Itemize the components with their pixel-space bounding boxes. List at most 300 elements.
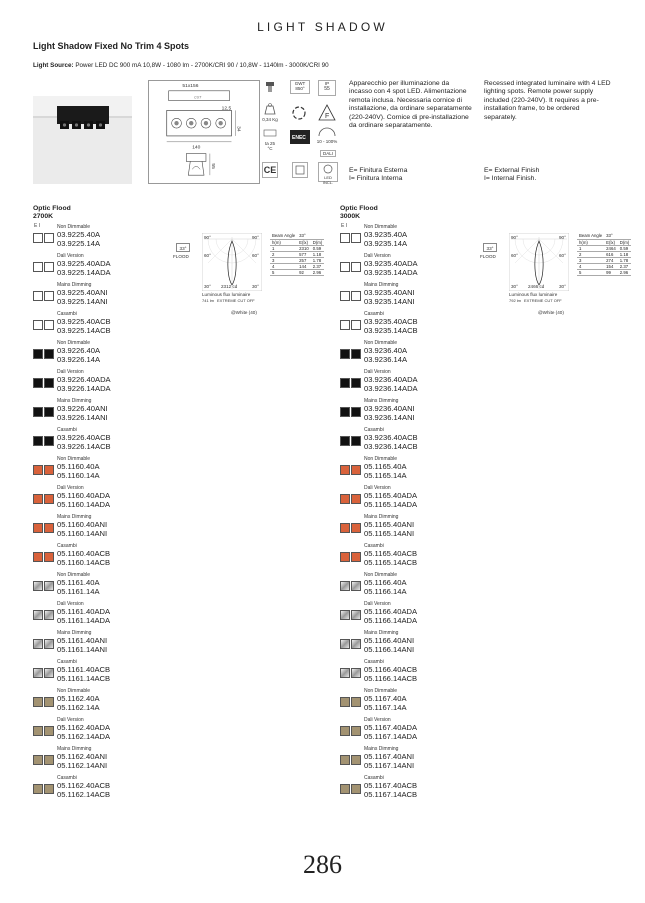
product-code: 03.9225.14A bbox=[57, 239, 101, 248]
beam-table-head-b: 33° bbox=[297, 233, 324, 239]
version-label: Casambi bbox=[364, 543, 384, 549]
code-list bbox=[364, 636, 414, 654]
version-label: Mains Dimming bbox=[364, 514, 399, 520]
code-list bbox=[57, 752, 107, 770]
dimming-icon bbox=[316, 126, 338, 148]
product-code-entry bbox=[33, 224, 173, 253]
version-label: Mains Dimming bbox=[57, 398, 92, 404]
code-list bbox=[57, 694, 100, 712]
product-code: 03.9226.14ANI bbox=[57, 413, 108, 422]
code-list bbox=[364, 723, 417, 741]
product-code: 05.1161.40ANI bbox=[57, 636, 108, 645]
product-code: 03.9225.14ANI bbox=[57, 297, 108, 306]
beam-table-cell: 2.37 bbox=[618, 263, 632, 269]
finish-swatch-external bbox=[33, 784, 43, 794]
finish-swatch-internal bbox=[351, 494, 361, 504]
version-label: Dali Version bbox=[57, 369, 84, 375]
product-code: 05.1167.14ADA bbox=[364, 732, 418, 741]
finish-swatch-internal bbox=[44, 494, 54, 504]
finish-legend-italian bbox=[349, 167, 407, 184]
luminous-flux-label: Luminous flux luminaire bbox=[202, 292, 251, 297]
finish-swatch-internal bbox=[351, 291, 361, 301]
product-code: 05.1166.14ANI bbox=[364, 645, 415, 654]
product-code: 05.1166.40ADA bbox=[364, 607, 418, 616]
code-list bbox=[364, 462, 407, 480]
product-column-3000k bbox=[340, 205, 640, 805]
finish-swatch-internal bbox=[351, 784, 361, 794]
polar-angle-30-right: 30° bbox=[252, 284, 259, 289]
product-code-entry bbox=[340, 514, 480, 543]
beam-angle-box: 33° bbox=[483, 243, 497, 252]
product-code-entry bbox=[340, 398, 480, 427]
finish-swatch-external bbox=[340, 320, 350, 330]
product-code: 03.9235.14ANI bbox=[364, 297, 415, 306]
code-list bbox=[364, 259, 418, 277]
code-list bbox=[364, 665, 417, 683]
description-italian: Apparecchio per illuminazione da incasso con 4 spot LED. Alimentazione remota inclusa. Necessaria cornice di installazione, da ordinare separatamente (220-240V). Cornice di pre-installazione da ordinare separatamente. bbox=[349, 80, 472, 130]
beam-table-cell: 1.18 bbox=[618, 251, 632, 257]
product-code: 05.1165.40ACB bbox=[364, 549, 418, 558]
product-code: 05.1166.14A bbox=[364, 587, 407, 596]
brand-title: LIGHT SHADOW bbox=[257, 20, 388, 34]
code-list bbox=[364, 694, 407, 712]
finish-swatch-internal bbox=[44, 291, 54, 301]
version-label: Mains Dimming bbox=[57, 746, 92, 752]
beam-table-cell: 257 bbox=[297, 257, 311, 263]
finish-swatch-internal bbox=[351, 378, 361, 388]
finish-swatch-external bbox=[340, 552, 350, 562]
beam-table-cell: 2.96 bbox=[618, 269, 632, 275]
version-label: Non Dimmable bbox=[57, 456, 91, 462]
finish-swatch-internal bbox=[44, 610, 54, 620]
code-list bbox=[364, 520, 414, 538]
finish-swatch-external bbox=[340, 349, 350, 359]
product-code: 05.1160.14A bbox=[57, 471, 100, 480]
product-code-entry bbox=[340, 369, 480, 398]
product-code: 03.9236.40ADA bbox=[364, 375, 418, 384]
beam-table-col-e: E(lx) bbox=[297, 239, 311, 245]
beam-table bbox=[577, 233, 631, 276]
finish-swatch-external bbox=[340, 523, 350, 533]
product-code-entry bbox=[33, 630, 173, 659]
code-list bbox=[57, 578, 100, 596]
product-code: 05.1165.14ADA bbox=[364, 500, 418, 509]
code-list bbox=[57, 317, 111, 335]
code-list bbox=[364, 549, 417, 567]
downlight-icon bbox=[262, 80, 278, 96]
beam-table-head-b: 33° bbox=[604, 233, 631, 239]
product-code: 05.1166.40ACB bbox=[364, 665, 418, 674]
finish-swatch-internal bbox=[44, 436, 54, 446]
version-label: Non Dimmable bbox=[364, 572, 398, 578]
finish-swatch-internal bbox=[44, 755, 54, 765]
light-source bbox=[33, 62, 329, 69]
finish-swatch-external bbox=[340, 407, 350, 417]
finish-column-header: E I bbox=[34, 223, 41, 229]
enec-icon bbox=[290, 130, 310, 144]
finish-legend-english bbox=[484, 167, 539, 184]
product-code-entry bbox=[340, 224, 480, 253]
finish-swatch-external bbox=[340, 639, 350, 649]
product-code: 05.1166.14ACB bbox=[364, 674, 418, 683]
beam-table-cell: 99 bbox=[604, 269, 618, 275]
version-label: Non Dimmable bbox=[364, 456, 398, 462]
product-code-entry bbox=[340, 630, 480, 659]
product-code-entry bbox=[33, 601, 173, 630]
product-code: 03.9236.40A bbox=[364, 346, 408, 355]
finish-swatch-internal bbox=[44, 639, 54, 649]
finish-swatch-external bbox=[340, 784, 350, 794]
product-column-2700k bbox=[33, 205, 333, 805]
product-code-entry bbox=[33, 543, 173, 572]
code-list bbox=[364, 578, 407, 596]
version-label: Casambi bbox=[57, 311, 77, 317]
finish-swatch-external bbox=[33, 639, 43, 649]
finish-swatch-internal bbox=[351, 726, 361, 736]
finish-swatch-internal bbox=[44, 407, 54, 417]
polar-angle-30-left: 30° bbox=[204, 284, 211, 289]
product-photo bbox=[33, 96, 132, 184]
flood-label: FLOOD bbox=[173, 254, 189, 259]
product-code: 05.1160.40ACB bbox=[57, 549, 111, 558]
product-code-entry bbox=[33, 340, 173, 369]
product-code-entry bbox=[33, 717, 173, 746]
weight-value: 0,34 Kg bbox=[262, 117, 278, 122]
product-code: 03.9235.40ACB bbox=[364, 317, 418, 326]
finish-swatch-internal bbox=[44, 262, 54, 272]
finish-swatch-external bbox=[33, 436, 43, 446]
polar-angle-30-left: 30° bbox=[511, 284, 518, 289]
product-code: 03.9225.40A bbox=[57, 230, 101, 239]
polar-diagram bbox=[202, 233, 262, 291]
product-code-entry bbox=[33, 398, 173, 427]
beam-table-cell: 144 bbox=[297, 263, 311, 269]
product-code: 05.1161.14ANI bbox=[57, 645, 108, 654]
product-code-entry bbox=[340, 311, 480, 340]
product-code-entry bbox=[33, 572, 173, 601]
code-list bbox=[57, 288, 108, 306]
technical-drawing bbox=[148, 80, 260, 184]
product-code: 05.1166.40ANI bbox=[364, 636, 415, 645]
beam-angle-box: 33° bbox=[176, 243, 190, 252]
product-code: 05.1167.14ACB bbox=[364, 790, 418, 799]
product-code-entry bbox=[340, 601, 480, 630]
finish-swatch-internal bbox=[44, 581, 54, 591]
cutoff-label: EXTREME CUT OFF bbox=[524, 298, 562, 303]
code-list bbox=[364, 433, 418, 451]
product-code: 05.1162.14A bbox=[57, 703, 100, 712]
code-list bbox=[57, 404, 108, 422]
version-label: Dali Version bbox=[57, 717, 84, 723]
product-code: 05.1165.14ANI bbox=[364, 529, 415, 538]
dim-range: 10 - 100% bbox=[316, 139, 338, 144]
svg-text:ENEC: ENEC bbox=[292, 135, 306, 141]
version-label: Casambi bbox=[57, 543, 77, 549]
ip-label: IP bbox=[324, 81, 330, 86]
version-label: Non Dimmable bbox=[364, 688, 398, 694]
finish-swatch-internal bbox=[351, 407, 361, 417]
product-code: 05.1165.14A bbox=[364, 471, 407, 480]
product-code-entry bbox=[340, 688, 480, 717]
finish-swatch-external bbox=[340, 726, 350, 736]
polar-angle-90-left: 90° bbox=[204, 235, 211, 240]
height-dimension: 34 bbox=[235, 126, 241, 132]
code-list bbox=[364, 317, 418, 335]
product-code: 05.1165.40ADA bbox=[364, 491, 418, 500]
code-list bbox=[57, 607, 110, 625]
beam-table-cell: 2464 bbox=[606, 245, 616, 251]
version-label: Dali Version bbox=[57, 253, 84, 259]
code-list bbox=[364, 491, 417, 509]
version-label: Casambi bbox=[57, 659, 77, 665]
beam-table-cell: 2310 bbox=[299, 245, 309, 251]
product-code-entry bbox=[33, 311, 173, 340]
product-code: 05.1161.40A bbox=[57, 578, 100, 587]
beam-table-head-a: Beam Angle bbox=[272, 233, 296, 239]
code-list bbox=[364, 230, 407, 248]
luminous-flux-row bbox=[202, 298, 255, 303]
polar-angle-60-right: 60° bbox=[559, 253, 566, 258]
finish-swatch-external bbox=[340, 465, 350, 475]
optic-title: Optic Flood bbox=[340, 205, 378, 212]
product-code-entry bbox=[340, 456, 480, 485]
description-english: Recessed integrated luminaire with 4 LED lighting spots. Remote power supply included (220-240V). It requires a pre-installation frame, to be ordered separately. bbox=[484, 80, 611, 121]
beam-table-col-d: D(m) bbox=[619, 239, 630, 245]
code-list bbox=[57, 433, 111, 451]
product-code: 05.1167.40A bbox=[364, 694, 407, 703]
version-label: Casambi bbox=[364, 311, 384, 317]
optic-title: Optic Flood bbox=[33, 205, 71, 212]
product-code: 03.9235.40A bbox=[364, 230, 408, 239]
square-icon bbox=[292, 162, 308, 178]
flood-label: FLOOD bbox=[480, 254, 496, 259]
finish-swatch-internal bbox=[351, 320, 361, 330]
product-code-entry bbox=[340, 572, 480, 601]
cutoff-label: EXTREME CUT OFF bbox=[217, 298, 255, 303]
code-list bbox=[57, 491, 110, 509]
beam-table-cell: 616 bbox=[604, 251, 618, 257]
beam-table-cell: 92 bbox=[297, 269, 311, 275]
version-label: Mains Dimming bbox=[57, 514, 92, 520]
finish-swatch-external bbox=[33, 349, 43, 359]
finish-swatch-external bbox=[33, 610, 43, 620]
version-label: Dali Version bbox=[364, 253, 391, 259]
width-dimension: 140 bbox=[192, 145, 201, 151]
product-code-entry bbox=[340, 746, 480, 775]
ip-value: 55 bbox=[324, 86, 330, 92]
version-label: Mains Dimming bbox=[364, 282, 399, 288]
finish-swatch-external bbox=[33, 726, 43, 736]
version-label: Mains Dimming bbox=[364, 630, 399, 636]
finish-swatch-internal bbox=[351, 465, 361, 475]
white-finish-note: @White (40) bbox=[538, 310, 564, 315]
ce-icon: CE bbox=[262, 162, 278, 178]
product-code: 03.9226.40ANI bbox=[57, 404, 108, 413]
finish-internal-it: I= Finitura Interna bbox=[349, 175, 403, 183]
product-code-entry bbox=[33, 485, 173, 514]
polar-candela: 2312 cd bbox=[221, 284, 238, 289]
led-incl-icon bbox=[318, 162, 338, 185]
finish-swatch-external bbox=[33, 494, 43, 504]
finish-swatch-internal bbox=[351, 233, 361, 243]
beam-table-col-d: D(m) bbox=[312, 239, 323, 245]
code-list bbox=[364, 346, 407, 364]
product-code: 05.1167.14A bbox=[364, 703, 407, 712]
product-code-entry bbox=[33, 746, 173, 775]
recycle-icon bbox=[290, 104, 308, 122]
finish-swatch-external bbox=[33, 291, 43, 301]
product-code: 05.1160.14ADA bbox=[57, 500, 111, 509]
product-code: 05.1161.40ADA bbox=[57, 607, 111, 616]
product-code: 03.9225.40ANI bbox=[57, 288, 108, 297]
version-label: Non Dimmable bbox=[364, 224, 398, 230]
beam-table-cell: 1.78 bbox=[618, 257, 632, 263]
product-code-entry bbox=[340, 717, 480, 746]
finish-swatch-external bbox=[340, 378, 350, 388]
finish-swatch-internal bbox=[351, 697, 361, 707]
code-list bbox=[57, 259, 111, 277]
beam-table-cell: 1.18 bbox=[311, 251, 325, 257]
ta-value: ta 25 °C bbox=[264, 141, 275, 151]
product-code: 05.1167.40ANI bbox=[364, 752, 415, 761]
beam-table-cell: 2 bbox=[577, 251, 604, 257]
product-code: 03.9226.14A bbox=[57, 355, 101, 364]
polar-diagram bbox=[509, 233, 569, 291]
finish-swatch-internal bbox=[44, 726, 54, 736]
beam-table-cell: 4 bbox=[270, 263, 297, 269]
code-list bbox=[57, 723, 110, 741]
version-label: Mains Dimming bbox=[364, 746, 399, 752]
product-code-entry bbox=[340, 775, 480, 804]
finish-swatch-external bbox=[340, 262, 350, 272]
product-code-entry bbox=[340, 282, 480, 311]
beam-table-cell: 3 bbox=[270, 257, 297, 263]
beam-table-cell: 5 bbox=[577, 269, 604, 275]
product-code: 03.9226.40ADA bbox=[57, 375, 111, 384]
product-code-entry bbox=[340, 659, 480, 688]
polar-angle-60-left: 60° bbox=[511, 253, 518, 258]
version-label: Dali Version bbox=[57, 601, 84, 607]
product-code: 03.9225.40ADA bbox=[57, 259, 111, 268]
ip-icon bbox=[318, 80, 336, 96]
finish-swatch-external bbox=[340, 610, 350, 620]
beam-table-cell: 3 bbox=[577, 257, 604, 263]
finish-external-en: E= External Finish bbox=[484, 167, 540, 174]
finish-swatch-external bbox=[340, 755, 350, 765]
product-code-entry bbox=[340, 427, 480, 456]
finish-swatch-external bbox=[33, 465, 43, 475]
code-list bbox=[57, 230, 100, 248]
product-code: 03.9236.14ACB bbox=[364, 442, 418, 451]
product-code: 03.9225.14ADA bbox=[57, 268, 111, 277]
product-code-entry bbox=[340, 340, 480, 369]
finish-swatch-external bbox=[340, 494, 350, 504]
version-label: Non Dimmable bbox=[57, 688, 91, 694]
polar-angle-90-right: 90° bbox=[252, 235, 259, 240]
product-title: Light Shadow Fixed No Trim 4 Spots bbox=[33, 41, 190, 51]
beam-table-cell: 5 bbox=[270, 269, 297, 275]
depth-dimension: 55 bbox=[209, 163, 215, 169]
product-code: 05.1166.14ADA bbox=[364, 616, 418, 625]
version-label: Casambi bbox=[364, 775, 384, 781]
beam-table-cell: 1.78 bbox=[311, 257, 325, 263]
code-list bbox=[364, 404, 415, 422]
code-list bbox=[364, 288, 415, 306]
finish-swatch-internal bbox=[44, 552, 54, 562]
code-list bbox=[57, 462, 100, 480]
finish-swatch-internal bbox=[351, 262, 361, 272]
finish-swatch-external bbox=[33, 581, 43, 591]
product-code: 03.9235.14ADA bbox=[364, 268, 418, 277]
product-code: 03.9225.40ACB bbox=[57, 317, 111, 326]
side-dimension: 12,5 bbox=[221, 106, 232, 112]
dali-badge: DALI bbox=[320, 150, 336, 157]
product-code: 05.1162.14ACB bbox=[57, 790, 111, 799]
product-code: 05.1160.40ADA bbox=[57, 491, 111, 500]
finish-swatch-external bbox=[33, 407, 43, 417]
finish-swatch-internal bbox=[44, 349, 54, 359]
finish-swatch-external bbox=[33, 378, 43, 388]
finish-swatch-external bbox=[33, 233, 43, 243]
version-label: Dali Version bbox=[364, 601, 391, 607]
product-code: 03.9226.14ADA bbox=[57, 384, 111, 393]
finish-swatch-external bbox=[33, 697, 43, 707]
cut-label: CUT bbox=[194, 95, 202, 100]
version-label: Casambi bbox=[57, 775, 77, 781]
finish-swatch-external bbox=[340, 697, 350, 707]
product-code: 05.1162.14ANI bbox=[57, 761, 108, 770]
gwt-label: GWT bbox=[294, 81, 306, 86]
code-list bbox=[57, 636, 107, 654]
luminous-flux-value: 741 lm bbox=[202, 298, 215, 303]
product-code: 05.1160.40ANI bbox=[57, 520, 108, 529]
color-temperature: 3000K bbox=[340, 213, 361, 220]
gwt-temp: 850° bbox=[295, 86, 305, 91]
product-code: 05.1167.40ADA bbox=[364, 723, 418, 732]
polar-angle-90-right: 90° bbox=[559, 235, 566, 240]
product-code: 05.1160.40A bbox=[57, 462, 100, 471]
product-code: 05.1167.14ANI bbox=[364, 761, 415, 770]
f-mark-icon bbox=[318, 104, 336, 122]
white-finish-note: @White (40) bbox=[231, 310, 257, 315]
product-code: 05.1161.14A bbox=[57, 587, 100, 596]
finish-column-header: E I bbox=[341, 223, 348, 229]
product-code: 03.9236.40ANI bbox=[364, 404, 415, 413]
code-list bbox=[57, 781, 110, 799]
finish-swatch-internal bbox=[44, 465, 54, 475]
product-code-entry bbox=[340, 543, 480, 572]
beam-table bbox=[270, 233, 324, 276]
finish-swatch-internal bbox=[44, 523, 54, 533]
finish-swatch-internal bbox=[351, 639, 361, 649]
product-code: 03.9235.40ADA bbox=[364, 259, 418, 268]
finish-swatch-external bbox=[33, 668, 43, 678]
svg-text:F: F bbox=[325, 113, 330, 120]
product-code: 05.1161.14ACB bbox=[57, 674, 111, 683]
product-code: 03.9226.14ACB bbox=[57, 442, 111, 451]
luminous-flux-label: Luminous flux luminaire bbox=[509, 292, 558, 297]
light-source-text: Power LED DC 900 mA 10,8W - 1080 lm - 2700K/CRI 90 / 10,8W - 1140lm - 3000K/CRI 90 bbox=[75, 62, 329, 69]
product-code-entry bbox=[33, 514, 173, 543]
product-code-entry bbox=[33, 775, 173, 804]
code-list bbox=[364, 607, 417, 625]
product-code: 03.9226.40A bbox=[57, 346, 101, 355]
beam-table-cell: 0.59 bbox=[311, 245, 325, 251]
finish-swatch-external bbox=[33, 262, 43, 272]
finish-swatch-external bbox=[340, 581, 350, 591]
finish-swatch-internal bbox=[351, 436, 361, 446]
color-temperature: 2700K bbox=[33, 213, 54, 220]
